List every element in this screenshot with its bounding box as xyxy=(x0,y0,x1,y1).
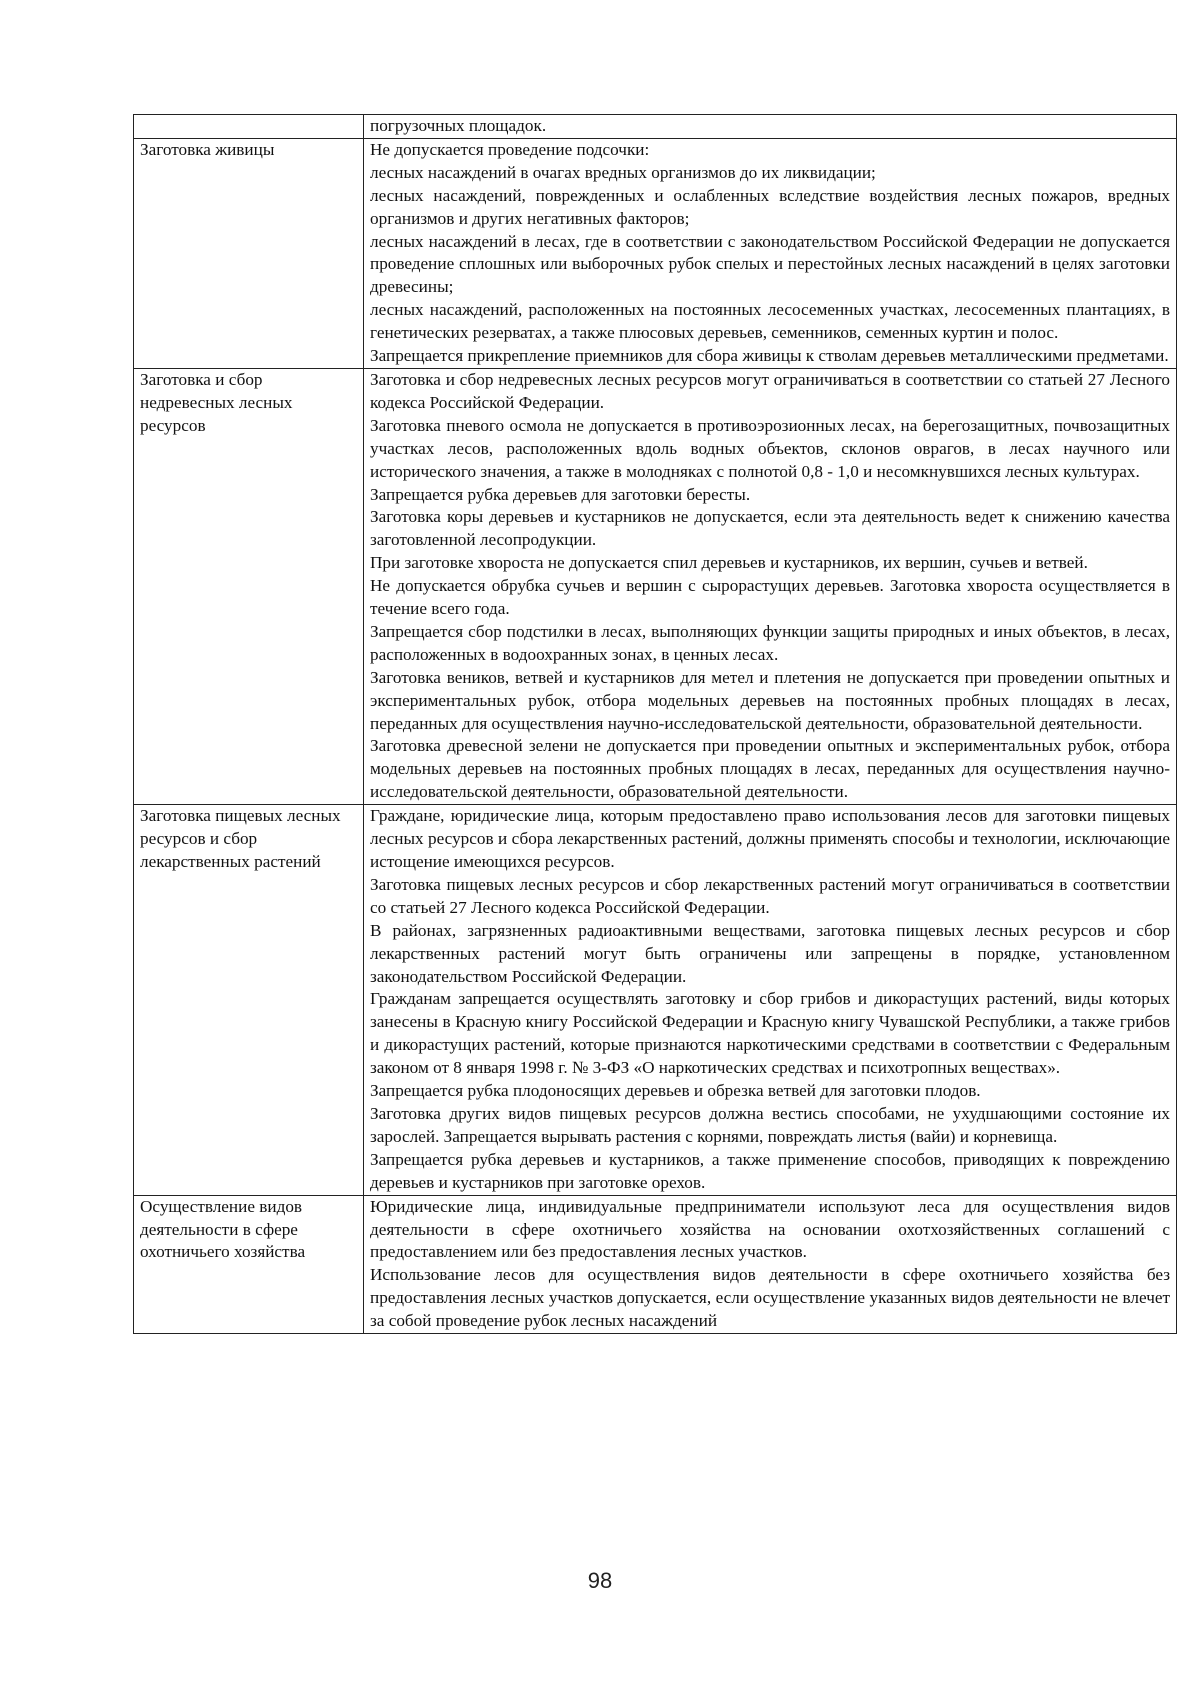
requirement-paragraph: Запрещается прикрепление приемников для сбора живицы к стволам деревьев металлическими предметами. xyxy=(370,346,1169,366)
requirement-paragraph: Заготовка веников, ветвей и кустарников для метел и плетения не допускается при проведении опытных и экспериментальных рубок, отбора модельных деревьев на постоянных пробных площадях в лесах, переданных для осуществления научно-исследовательской деятельности, образовательной деятельности. xyxy=(370,667,1170,733)
requirements-cell xyxy=(364,805,1177,1195)
requirement-paragraph: Не допускается обрубка сучьев и вершин с сырорастущих деревьев. Заготовка хвороста осуществляется в течение всего года. xyxy=(370,576,1170,619)
requirement-paragraph: В районах, загрязненных радиоактивными веществами, заготовка пищевых лесных ресурсов и сбор лекарственных растений могут быть ограничены или запрещены в порядке, установленном законодательством Российской Федерации. xyxy=(370,920,1170,986)
requirements-cell xyxy=(364,115,1177,139)
requirement-paragraph: лесных насаждений, поврежденных и ослабленных вследствие воздействия лесных пожаров, вредных организмов и других негативных факторов; xyxy=(370,185,1170,228)
category-cell: Заготовка пищевых лесных ресурсов и сбор лекарственных растений xyxy=(134,805,364,1195)
requirement-paragraph: Гражданам запрещается осуществлять заготовку и сбор грибов и дикорастущих растений, виды которых занесены в Красную книгу Российской Федерации и Красную книгу Чувашской Республики, а также грибов и дикорастущих растений, которые признаются наркотическими средствами в соответствии с Федеральным законом от 8 января 1998 г. № 3-ФЗ «О наркотических средствах и психотропных веществах». xyxy=(370,989,1170,1078)
requirement-paragraph: Заготовка пневого осмола не допускается в противоэрозионных лесах, на берегозащитных, почвозащитных участках лесов, расположенных вдоль водных объектов, склонов оврагов, в лесах научного или исторического значения, а также в молодняках с полнотой 0,8 - 1,0 и несомкнувшихся лесных культурах. xyxy=(370,415,1170,481)
requirement-paragraph: Заготовка и сбор недревесных лесных ресурсов могут ограничиваться в соответствии со статьей 27 Лесного кодекса Российской Федерации. xyxy=(370,369,1170,412)
requirement-paragraph: Запрещается рубка деревьев для заготовки бересты. xyxy=(370,484,751,504)
requirement-paragraph: лесных насаждений в лесах, где в соответствии с законодательством Российской Федерации не допускается проведение сплошных или выборочных рубок спелых и перестойных лесных насаждений в целях заготовки древесины; xyxy=(370,231,1170,297)
requirement-paragraph: лесных насаждений в очагах вредных организмов до их ликвидации; xyxy=(370,162,876,182)
requirement-paragraph: Не допускается проведение подсочки: xyxy=(370,139,650,159)
requirements-cell xyxy=(364,1195,1177,1333)
requirement-paragraph: При заготовке хвороста не допускается спил деревьев и кустарников, их вершин, сучьев и ветвей. xyxy=(370,553,1088,573)
requirement-paragraph: погрузочных площадок. xyxy=(370,116,547,135)
requirement-paragraph: Заготовка пищевых лесных ресурсов и сбор лекарственных растений могут ограничиваться в соответствии со статьей 27 Лесного кодекса Российской Федерации. xyxy=(370,874,1170,917)
table-row xyxy=(134,138,1177,368)
table-row xyxy=(134,368,1177,804)
requirement-paragraph: Запрещается рубка деревьев и кустарников, а также применение способов, приводящих к повреждению деревьев и кустарников при заготовке орехов. xyxy=(370,1149,1170,1192)
requirement-paragraph: Заготовка древесной зелени не допускается при проведении опытных и экспериментальных рубок, отбора модельных деревьев на постоянных пробных площадях в лесах, переданных для осуществления научно-исследовательской деятельности, образовательной деятельности. xyxy=(370,736,1170,802)
requirement-paragraph: Использование лесов для осуществления видов деятельности в сфере охотничьего хозяйства без предоставления лесных участков допускается, если осуществление указанных видов деятельности не влечет за собой проведение рубок лесных насаждений xyxy=(370,1265,1170,1331)
table-body xyxy=(134,115,1177,1334)
requirement-paragraph: Юридические лица, индивидуальные предприниматели используют леса для осуществления видов деятельности в сфере охотничьего хозяйства на основании охотхозяйственных соглашений с предоставлением или без предоставления лесных участков. xyxy=(370,1196,1170,1262)
requirement-paragraph: лесных насаждений, расположенных на постоянных лесосеменных участках, лесосеменных плантациях, в генетических резерватах, а также плюсовых деревьев, семенников, семенных куртин и полос. xyxy=(370,300,1170,343)
table-row xyxy=(134,805,1177,1195)
category-cell: Заготовка живицы xyxy=(134,138,364,368)
requirement-paragraph: Запрещается рубка плодоносящих деревьев и обрезка ветвей для заготовки плодов. xyxy=(370,1081,981,1101)
category-cell: Заготовка и сбор недревесных лесных ресурсов xyxy=(134,368,364,804)
category-cell: Осуществление видов деятельности в сфере охотничьего хозяйства xyxy=(134,1195,364,1333)
requirement-paragraph: Заготовка других видов пищевых ресурсов должна вестись способами, не ухудшающими состояние их зарослей. Запрещается вырывать растения с корнями, повреждать листья (вайи) и корневища. xyxy=(370,1103,1170,1146)
page-number: 98 xyxy=(587,1568,613,1593)
requirements-cell xyxy=(364,138,1177,368)
category-cell xyxy=(134,115,364,139)
requirement-paragraph: Заготовка коры деревьев и кустарников не допускается, если эта деятельность ведет к снижению качества заготовленной лесопродукции. xyxy=(370,507,1170,550)
requirements-cell xyxy=(364,368,1177,804)
requirement-paragraph: Запрещается сбор подстилки в лесах, выполняющих функции защиты природных и иных объектов, в лесах, расположенных в водоохранных зонах, в ценных лесах. xyxy=(370,621,1170,664)
forest-use-table xyxy=(133,114,1177,1334)
table-row xyxy=(134,1195,1177,1333)
requirement-paragraph: Граждане, юридические лица, которым предоставлено право использования лесов для заготовки пищевых лесных ресурсов и сбора лекарственных растений, должны применять способы и технологии, исключающие истощение имеющихся ресурсов. xyxy=(370,806,1170,871)
table-row xyxy=(134,115,1177,139)
